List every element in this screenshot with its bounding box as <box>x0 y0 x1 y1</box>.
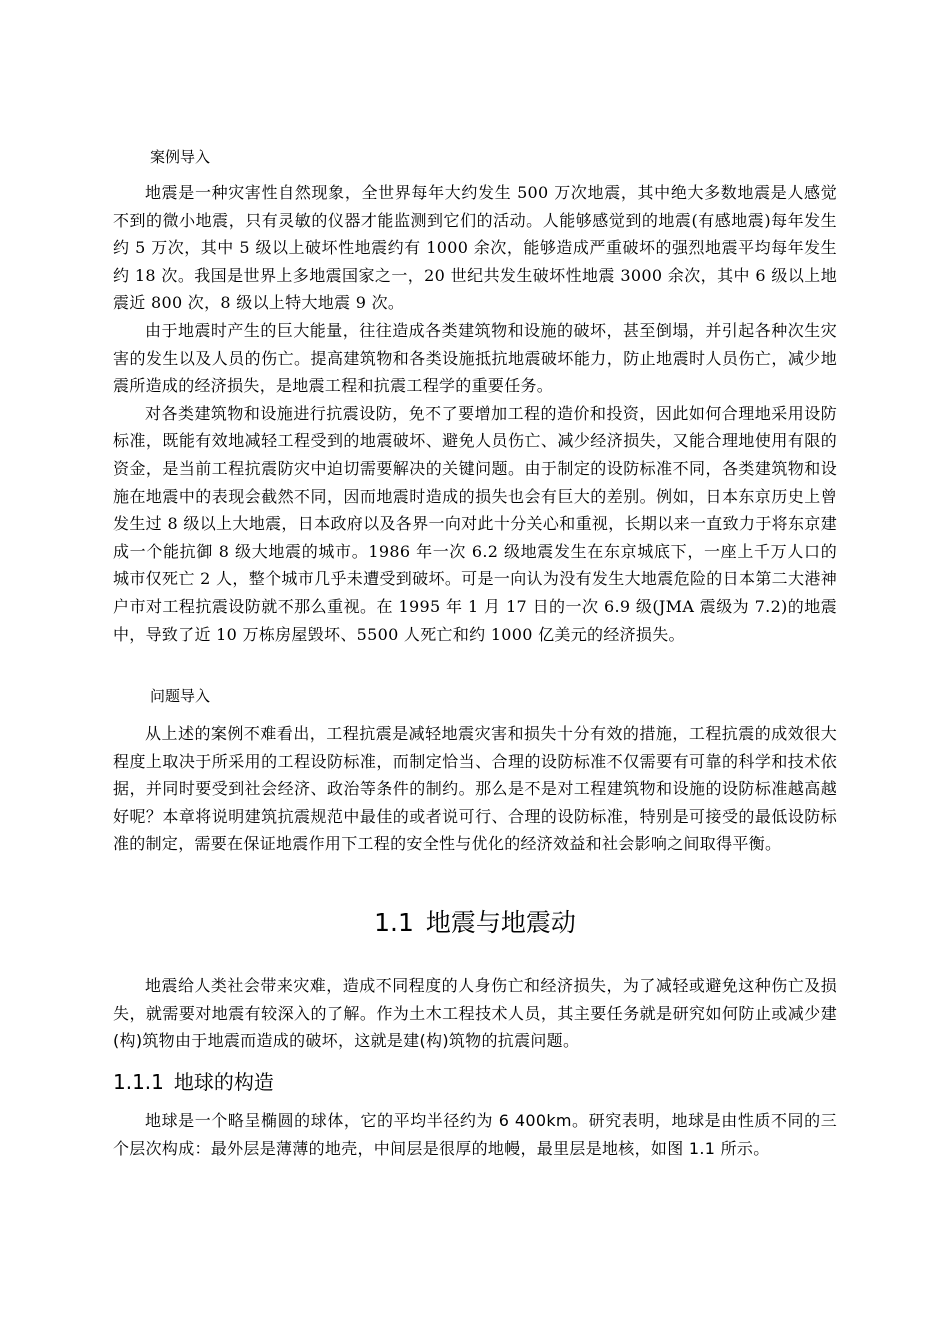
case-intro-paragraph-2: 由于地震时产生的巨大能量，往往造成各类建筑物和设施的破坏，甚至倒塌，并引起各种次生灾害的发生以及人员的伤亡。提高建筑物和各类设施抵抗地震破坏能力，防止地震时人员伤亡，减少地震所造成的经济损失，是地震工程和抗震工程学的重要任务。 <box>113 320 837 396</box>
section-title-text: 地震与地震动 <box>425 908 576 937</box>
subsection-title <box>113 1067 274 1097</box>
subsection-title-text: 地球的构造 <box>173 1070 274 1094</box>
section-number: 1.1 <box>374 908 414 937</box>
section-paragraph-1: 地震给人类社会带来灾难，造成不同程度的人身伤亡和经济损失，为了减轻或避免这种伤亡及损失，就需要对地震有较深入的了解。作为土木工程技术人员，其主要任务就是研究如何防止或减少建(构)筑物由于地震而造成的破坏，这就是建(构)筑物的抗震问题。 <box>113 976 837 1050</box>
subsection-number: 1.1.1 <box>113 1070 164 1094</box>
section-title <box>0 905 950 941</box>
case-intro-heading: 案例导入 <box>150 148 211 166</box>
problem-intro-paragraph-1: 从上述的案例不难看出，工程抗震是减轻地震灾害和损失十分有效的措施，工程抗震的成效很大程度上取决于所采用的工程设防标准，而制定恰当、合理的设防标准不仅需要有可靠的科学和技术依据，并同时要受到社会经济、政治等条件的制约。那么是不是对工程建筑物和设施的设防标准越高越好呢？本章将说明建筑抗震规范中最佳的或者说可行、合理的设防标准，特别是可接受的最低设防标准的制定，需要在保证地震作用下工程的安全性与优化的经济效益和社会影响之间取得平衡。 <box>113 724 837 854</box>
case-intro-paragraph-1: 地震是一种灾害性自然现象，全世界每年大约发生 500 万次地震，其中绝大多数地震是人感觉不到的微小地震，只有灵敏的仪器才能监测到它们的活动。人能够感觉到的地震(有感地震)每年发生约 5 万次，其中 5 级以上破坏性地震约有 1000 余次，能够造成严重破坏的强烈地震平均每年发生约 18 次。我国是世界上多地震国家之一，20 世纪共发生破坏性地震 3000 余次，其中 6 级以上地震近 800 次，8 级以上特大地震 9 次。 <box>113 183 837 313</box>
subsection-body <box>113 1107 837 1162</box>
section-body <box>113 972 837 1055</box>
case-intro-paragraph-3: 对各类建筑物和设施进行抗震设防，免不了要增加工程的造价和投资，因此如何合理地采用设防标准，既能有效地减轻工程受到的地震破坏、避免人员伤亡、减少经济损失，又能合理地使用有限的资金，是当前工程抗震防灾中迫切需要解决的关键问题。由于制定的设防标准不同，各类建筑物和设施在地震中的表现会截然不同，因而地震时造成的损失也会有巨大的差别。例如，日本东京历史上曾发生过 8 级以上大地震，日本政府以及各界一向对此十分关心和重视，长期以来一直致力于将东京建成一个能抗御 8 级大地震的城市。1986 年一次 6.2 级地震发生在东京城底下，一座上千万人口的城市仅死亡 2 人，整个城市几乎未遭受到破坏。可是一向认为没有发生大地震危险的日本第二大港神户市对工程抗震设防就不那么重视。在 1995 年 1 月 17 日的一次 6.9 级(JMA 震级为 7.2)的地震中，导致了近 10 万栋房屋毁坏、5500 人死亡和约 1000 亿美元的经济损失。 <box>113 403 837 644</box>
problem-intro-body <box>113 720 837 858</box>
problem-intro-heading: 问题导入 <box>150 687 211 705</box>
subsection-paragraph-1: 地球是一个略呈椭圆的球体，它的平均半径约为 6 400km。研究表明，地球是由性质不同的三个层次构成：最外层是薄薄的地壳，中间层是很厚的地幔，最里层是地核，如图 1.1 所示。 <box>113 1111 837 1158</box>
case-intro-body <box>113 179 837 648</box>
